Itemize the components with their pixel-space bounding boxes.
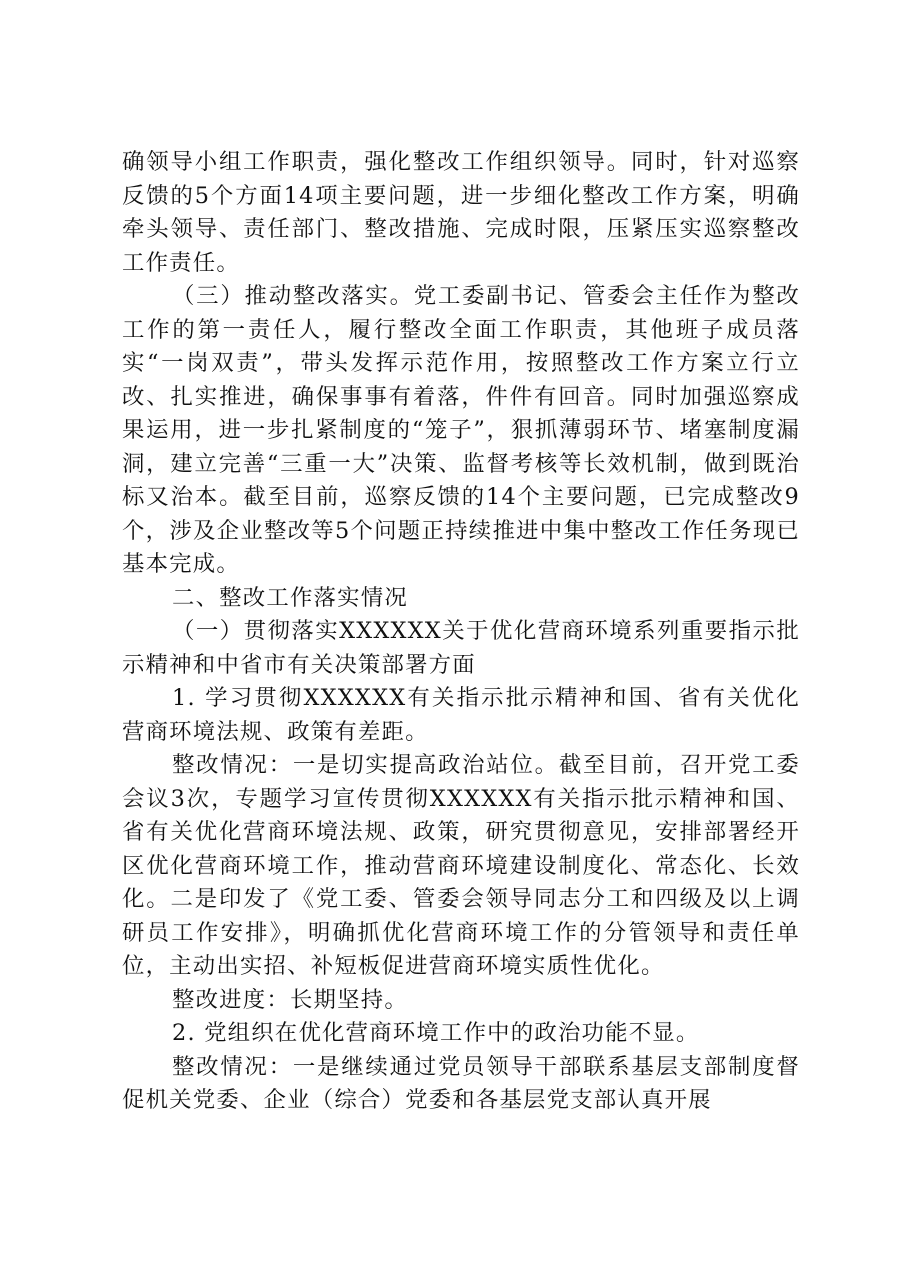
paragraph-promote-rectification: （三）推动整改落实。党工委副书记、管委会主任作为整改工作的第一责任人，履行整改全面工作职责，其他班子成员落实“一岗双责”，带头发挥示范作用，按照整改工作方案立行立改、扎实推进，确保事事有着落，件件有回音。同时加强巡察成果运用，进一步扎紧制度的“笼子”，狠抓薄弱环节、堵塞制度漏洞，建立完善“三重一大”决策、监督考核等长效机制，做到既治标又治本。截至目前，巡察反馈的14个主要问题，已完成整改9个，涉及企业整改等5个问题正持续推进中集中整改工作任务现已基本完成。 bbox=[122, 283, 800, 577]
issue-item-1: 1. 学习贯彻XXXXXX有关指示批示精神和国、省有关优化营商环境法规、政策有差距。 bbox=[122, 685, 800, 745]
section-heading-implementation: 二、整改工作落实情况 bbox=[172, 584, 408, 611]
document-body bbox=[122, 146, 800, 1118]
subsection-heading-business-environment: （一）贯彻落实XXXXXX关于优化营商环境系列重要指示批示精神和中省市有关决策部署方面 bbox=[122, 618, 800, 678]
issue-item-2: 2. 党组织在优化营商环境工作中的政治功能不显。 bbox=[172, 1020, 700, 1046]
rectification-progress-1: 整改进度：长期坚持。 bbox=[172, 986, 408, 1013]
paragraph-duty-clarification: 确领导小组工作职责，强化整改工作组织领导。同时，针对巡察反馈的5个方面14项主要问题，进一步细化整改工作方案，明确牵头领导、责任部门、整改措施、完成时限，压紧压实巡察整改工作责任。 bbox=[122, 149, 800, 276]
rectification-status-1: 整改情况：一是切实提高政治站位。截至目前，召开党工委会议3次，专题学习宣传贯彻XXXXXX有关指示批示精神和国、省有关优化营商环境法规、政策，研究贯彻意见，安排部署经开区优化营商环境工作，推动营商环境建设制度化、常态化、长效化。二是印发了《党工委、管委会领导同志分工和四级及以上调研员工作安排》，明确抓优化营商环境工作的分管领导和责任单位，主动出实招、补短板促进营商环境实质性优化。 bbox=[122, 752, 800, 979]
rectification-status-2: 整改情况：一是继续通过党员领导干部联系基层支部制度督促机关党委、企业（综合）党委和各基层党支部认真开展 bbox=[122, 1053, 800, 1113]
